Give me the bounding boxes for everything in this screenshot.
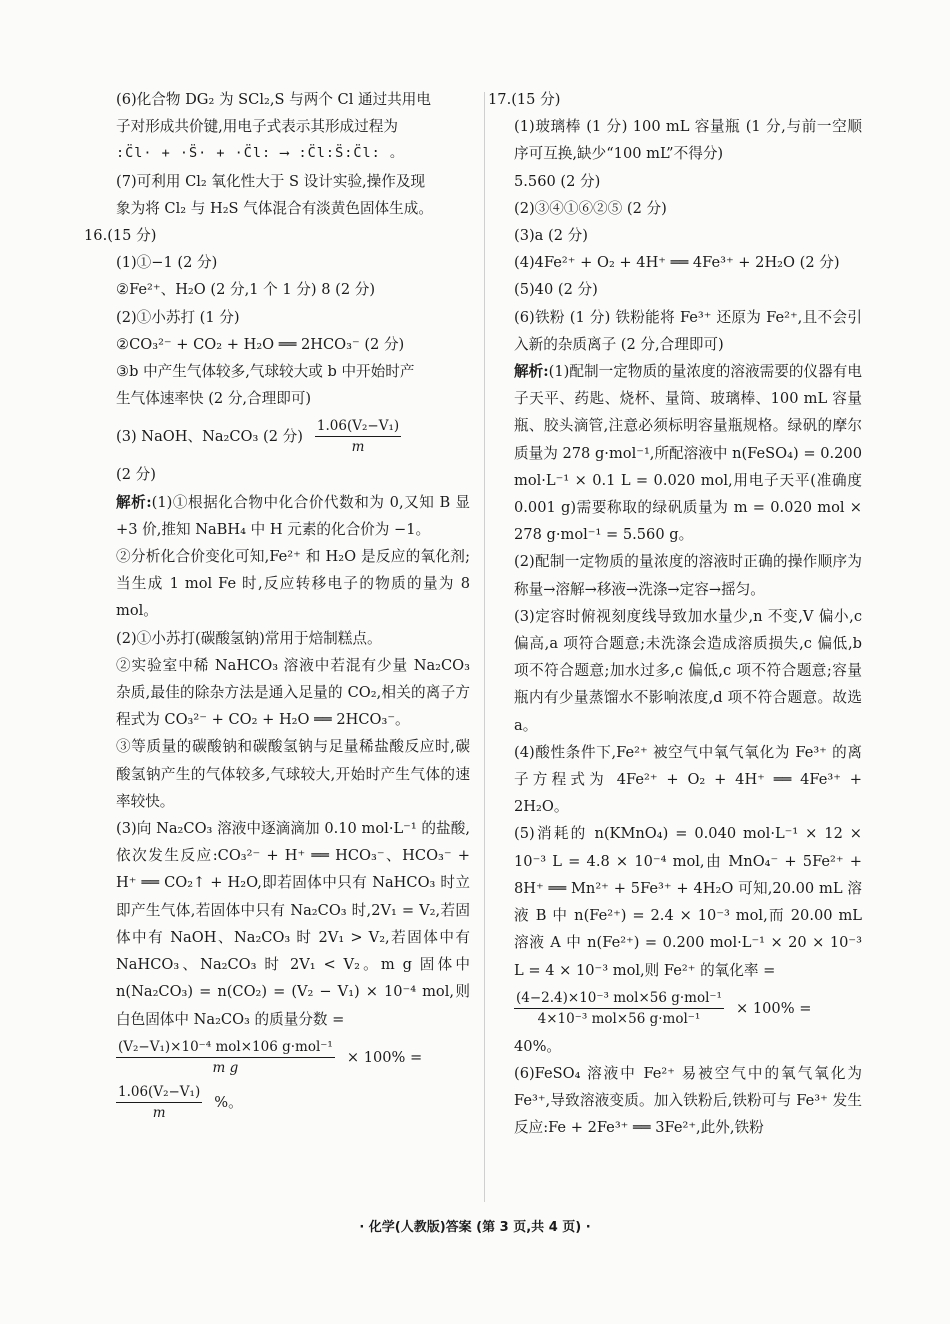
fraction-denominator: m [351, 439, 365, 456]
fraction-numerator: (4−2.4)×10⁻³ mol×56 g·mol⁻¹ [514, 988, 724, 1009]
q16-header: 16.(15 分) [84, 227, 157, 245]
q16-3-score: (2 分) [116, 466, 156, 484]
analysis-paragraph: (3)定容时俯视刻度线导致加水量少,n 不变,V 偏小,c 偏高,a 项符合题意;未洗涤会造成溶质损失,c 偏低,b 项不符合题意;加水过多,c 偏低,c 项不符合题意;容量瓶内有少量蒸馏水不影响浓度,d 项不符合题意。故选 a。 [514, 607, 862, 734]
electron-dot-formula: :C̈l· + ·S̈· + ·C̈l: ⟶ :C̈l:S̈:C̈l: 。 [116, 145, 405, 162]
page-footer: · 化学(人教版)答案 (第 3 页,共 4 页) · [359, 1220, 591, 1235]
analysis-paragraph: (6)FeSO₄ 溶液中 Fe²⁺ 易被空气中的氧气氧化为 Fe³⁺,导致溶液变质。加入铁粉后,铁粉可与 Fe³⁺ 发生反应:Fe + 2Fe³⁺ ══ 3Fe²⁺,此外,铁粉 [514, 1064, 862, 1137]
analysis-label: 解析: [514, 363, 549, 381]
q17-answer: (4)4Fe²⁺ + O₂ + 4H⁺ ══ 4Fe³⁺ + 2H₂O (2 分) [514, 254, 840, 272]
final-tail: %。 [214, 1093, 243, 1111]
q17-answer: (3)a (2 分) [514, 227, 588, 245]
analysis-paragraph: ③等质量的碳酸钠和碳酸氢钠与足量稀盐酸反应时,碳酸氢钠产生的气体较多,气球较大,开始时产生气体的速率较快。 [116, 738, 470, 810]
final-fraction [116, 1082, 202, 1123]
q16-answer-line: (1)①−1 (2 分) [116, 254, 218, 272]
q16-3-answer [116, 416, 470, 457]
analysis-paragraph: (4)酸性条件下,Fe²⁺ 被空气中氧气氧化为 Fe³⁺ 的离子方程式为 4Fe²⁺ + O₂ + 4H⁺ ══ 4Fe³⁺ + 2H₂O。 [514, 743, 862, 816]
oxidation-rate-formula [514, 988, 862, 1029]
q16-answer-line: ②Fe²⁺、H₂O (2 分,1 个 1 分) 8 (2 分) [116, 281, 376, 299]
fraction-denominator: m g [212, 1059, 239, 1076]
fraction-numerator: (V₂−V₁)×10⁻⁴ mol×106 g·mol⁻¹ [116, 1037, 335, 1058]
q17-answer: 5.560 (2 分) [514, 172, 601, 190]
q17-answer: (5)40 (2 分) [514, 281, 598, 299]
right-column [488, 86, 862, 1142]
q16-answer-line: (2)①小苏打 (1 分) [116, 308, 240, 326]
q6-line-2: 子对形成共价键,用电子式表示其形成过程为 [116, 118, 398, 136]
q6-line-1: (6)化合物 DG₂ 为 SCl₂,S 与两个 Cl 通过共用电 [116, 91, 431, 108]
q7-line-2: 象为将 Cl₂ 与 H₂S 气体混合有淡黄色固体生成。 [116, 199, 433, 217]
q7-line-1: (7)可利用 Cl₂ 氧化性大于 S 设计实验,操作及现 [116, 172, 426, 190]
analysis-paragraph: ②分析化合价变化可知,Fe²⁺ 和 H₂O 是反应的氧化剂;当生成 1 mol Fe 时,反应转移电子的物质的量为 8 mol。 [116, 548, 470, 620]
q17-answer: (1)玻璃棒 (1 分) 100 mL 容量瓶 (1 分,与前一空顺序可互换,缺少“100 mL”不得分) [514, 118, 862, 163]
analysis-paragraph: ②实验室中稀 NaHCO₃ 溶液中若混有少量 Na₂CO₃ 杂质,最佳的除杂方法是通入足量的 CO₂,相关的离子方程式为 CO₃²⁻ + CO₂ + H₂O ══ 2HCO₃⁻。 [116, 656, 470, 729]
analysis-paragraph: (5)消耗的 n(KMnO₄) = 0.040 mol·L⁻¹ × 12 × 10⁻³ L = 4.8 × 10⁻⁴ mol,由 MnO₄⁻ + 5Fe²⁺ + 8H⁺ ══ Mn²⁺ + 5Fe³⁺ + 4H₂O 可知,20.00 mL 溶液 B 中 n(Fe²⁺) = 2.4 × 10⁻³ mol,而 20.00 mL 溶液 A 中 n(Fe²⁺) = 0.200 mol·L⁻¹ × 20 × 10⁻³ L = 4 × 10⁻³ mol,则 Fe²⁺ 的氧化率 = [514, 825, 862, 979]
analysis-paragraph: (2)①小苏打(碳酸氢钠)常用于焙制糕点。 [116, 629, 382, 647]
q16-3-fraction [315, 416, 401, 457]
mass-fraction-tail: × 100% = [346, 1048, 423, 1066]
q17-answer: (6)铁粉 (1 分) 铁粉能将 Fe³⁺ 还原为 Fe²⁺,且不会引入新的杂质离子 (2 分,合理即可) [514, 308, 862, 353]
analysis-paragraph: (2)配制一定物质的量浓度的溶液时正确的操作顺序为称量→溶解→移液→洗涤→定容→摇匀。 [514, 553, 862, 598]
fraction-denominator: m [152, 1104, 166, 1121]
analysis-paragraph: 解析:(1)配制一定物质的量浓度的溶液需要的仪器有电子天平、药匙、烧杯、量筒、玻璃棒、100 mL 容量瓶、胶头滴管,注意必须标明容量瓶规格。绿矾的摩尔质量为 278 g·mol⁻¹,所配溶液中 n(FeSO₄) = 0.200 mol·L⁻¹ × 0.1 L = 0.020 mol,用电子天平(准确度 0.001 g)需要称取的绿矾质量为 m = 0.020 mol × 278 g·mol⁻¹ = 5.560 g。 [514, 363, 862, 544]
q16-answer-line: ③b 中产生气体较多,气球较大或 b 中开始时产 [116, 363, 415, 381]
q16-3-prefix: (3) NaOH、Na₂CO₃ (2 分) [116, 428, 303, 446]
fraction-numerator: 1.06(V₂−V₁) [116, 1082, 202, 1103]
fraction-denominator: 4×10⁻³ mol×56 g·mol⁻¹ [537, 1010, 701, 1027]
column-divider [484, 92, 485, 1202]
analysis-label: 解析: [116, 493, 152, 511]
oxidation-fraction [514, 988, 724, 1029]
q16-answer-line: 生气体速率快 (2 分,合理即可) [116, 390, 312, 408]
oxidation-result: 40%。 [514, 1037, 562, 1055]
analysis-paragraph: (3)向 Na₂CO₃ 溶液中逐滴滴加 0.10 mol·L⁻¹ 的盐酸,依次发生反应:CO₃²⁻ + H⁺ ══ HCO₃⁻、HCO₃⁻ + H⁺ ══ CO₂↑ + H₂O,即若固体中只有 NaHCO₃ 时立即产生气体,若固体中只有 Na₂CO₃ 时,2V₁ = V₂,若固体中有 NaOH、Na₂CO₃ 时 2V₁ > V₂,若固体中有 NaHCO₃、Na₂CO₃ 时 2V₁ < V₂。m g 固体中 n(Na₂CO₃) = n(CO₂) = (V₂ − V₁) × 10⁻⁴ mol,则白色固体中 Na₂CO₃ 的质量分数 = [116, 820, 470, 1028]
q17-answer: (2)③④①⑥②⑤ (2 分) [514, 199, 667, 217]
mass-fraction [116, 1037, 335, 1078]
analysis-paragraph: 解析:(1)①根据化合物中化合价代数和为 0,又知 B 显 +3 价,推知 NaBH₄ 中 H 元素的化合价为 −1。 [116, 493, 471, 538]
final-result-formula [116, 1082, 470, 1123]
q16-answer-line: ②CO₃²⁻ + CO₂ + H₂O ══ 2HCO₃⁻ (2 分) [116, 335, 405, 353]
left-column [84, 86, 471, 1127]
mass-fraction-formula [116, 1037, 470, 1078]
oxidation-tail: × 100% = [735, 999, 812, 1017]
fraction-numerator: 1.06(V₂−V₁) [315, 416, 401, 437]
q17-header: 17.(15 分) [488, 91, 561, 108]
